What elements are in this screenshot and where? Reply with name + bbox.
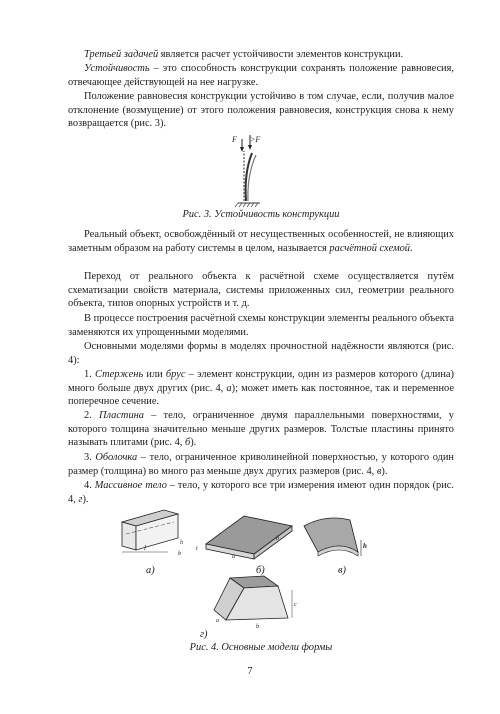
figure-ref: б bbox=[184, 437, 191, 449]
paragraph-text: ); может иметь как постоянное, так и переменное поперечное сечение. bbox=[68, 382, 454, 408]
paragraph-text: ). bbox=[82, 493, 89, 505]
dimension-width-label: b bbox=[178, 551, 181, 557]
paragraph-equilibrium: Положение равновесия конструкции устойчиво в том случае, если, получив малое отклонение (возмущение) от этого положения равновесия, конструкция снова к нему возвращается (рис. 3). bbox=[68, 91, 454, 130]
paragraph-text: – тело, ограниченное двумя параллельными поверхностями, у которого толщина значительно меньше других размеров. Толстые пластины принято называть плитами (рис. 4, bbox=[68, 410, 455, 449]
dimension-length-label: l bbox=[144, 544, 146, 552]
paragraph-models: В процессе построения расчётной схемы конструкции элементы реального объекта заменяются их упрощенными моделями. bbox=[68, 313, 454, 338]
figure-ref: а bbox=[226, 382, 232, 394]
paragraph-text: ). bbox=[381, 465, 388, 477]
figure-3-stability-drawing bbox=[230, 133, 280, 205]
paragraph-text: – тело, у которого все три измерения имеют один порядок (рис. 4, bbox=[68, 480, 454, 505]
figure-3-caption: Рис. 3. Устойчивость конструкции bbox=[182, 209, 340, 220]
figure-4b-plate-drawing bbox=[196, 510, 296, 562]
figure-4v-shell-drawing bbox=[300, 512, 370, 566]
term-rod: Стержень bbox=[95, 369, 144, 380]
paragraph-third-task bbox=[68, 48, 454, 62]
paragraph-text: . bbox=[409, 242, 413, 254]
paragraph-stability-definition bbox=[68, 62, 454, 89]
paragraph-design-scheme bbox=[68, 228, 454, 255]
term-stability: Устойчивость bbox=[84, 63, 150, 74]
list-item-massive-body bbox=[68, 479, 454, 506]
paragraph-text: или bbox=[143, 369, 166, 380]
list-number: 4. bbox=[84, 480, 95, 491]
force-label: F bbox=[232, 135, 237, 144]
paragraph-text: является расчет устойчивости элементов конструкции. bbox=[158, 49, 404, 60]
dimension-a-label: a bbox=[216, 618, 219, 624]
list-item-shell bbox=[68, 451, 454, 478]
dimension-thickness-label: t bbox=[196, 546, 198, 552]
dimension-a-label: a bbox=[232, 554, 235, 560]
paragraph-text: – это способность конструкции сохранять положение равновесия, отвечающее действующей на нее нагрузке. bbox=[68, 63, 454, 88]
dimension-b-label: b bbox=[276, 536, 279, 542]
list-item-plate bbox=[68, 409, 454, 450]
term-design-scheme: расчётной схемой bbox=[329, 242, 410, 254]
paragraph-basic-models: Основными моделями формы в моделях прочностной надёжности являются (рис. 4): bbox=[68, 341, 454, 366]
list-number: 1. bbox=[84, 369, 96, 380]
paragraph-text: – тело, ограниченное криволинейной поверхностью, у которого один размер (толщина) во много раз меньше двух других размеров (рис. 4, bbox=[68, 452, 454, 477]
figure-4a-rod-drawing bbox=[118, 508, 190, 558]
figure-4v-label: в) bbox=[338, 565, 346, 576]
dimension-h-label: h bbox=[363, 542, 367, 550]
dimension-b-label: b bbox=[256, 624, 259, 630]
paragraph-text: Реальный объект, освобождённый от несущественных особенностей, не влияющих заметным образом на работу системы в целом, называется bbox=[68, 229, 454, 254]
figure-4a-label: а) bbox=[146, 565, 155, 576]
term-third-task: Третьей задачей bbox=[84, 49, 159, 60]
paragraph-transition: Переход от реального объекта к расчётной схеме осуществляется путём схематизации свойств материала, системы приложенных сил, геометрии реального объекта, типов опорных устройств и т. д. bbox=[68, 271, 454, 310]
figure-ref: г bbox=[78, 493, 83, 505]
paragraph-text: – элемент конструкции, один из размеров которого (длина) много больше двух других (рис. 4, bbox=[68, 369, 454, 394]
figure-4g-label: г) bbox=[200, 629, 208, 640]
list-item-rod bbox=[68, 368, 454, 409]
figure-ref: в bbox=[376, 465, 382, 477]
force-label-greater: >F bbox=[250, 135, 261, 144]
list-number: 3. bbox=[84, 452, 96, 463]
dimension-c-label: c bbox=[294, 602, 297, 608]
paragraph-text: ). bbox=[190, 437, 197, 449]
term-massive-body: Массивное тело bbox=[94, 480, 167, 491]
figure-4-caption: Рис. 4. Основные модели формы bbox=[189, 642, 333, 653]
term-plate: Пластина bbox=[98, 410, 144, 421]
figure-4g-massive-body-drawing bbox=[208, 572, 300, 632]
list-number: 2. bbox=[84, 410, 99, 421]
page-number: 7 bbox=[247, 666, 253, 677]
term-shell: Оболочка bbox=[95, 452, 138, 463]
figure-4b-label: б) bbox=[256, 565, 265, 576]
term-beam: брус bbox=[165, 369, 186, 380]
dimension-height-label: h bbox=[180, 540, 183, 546]
